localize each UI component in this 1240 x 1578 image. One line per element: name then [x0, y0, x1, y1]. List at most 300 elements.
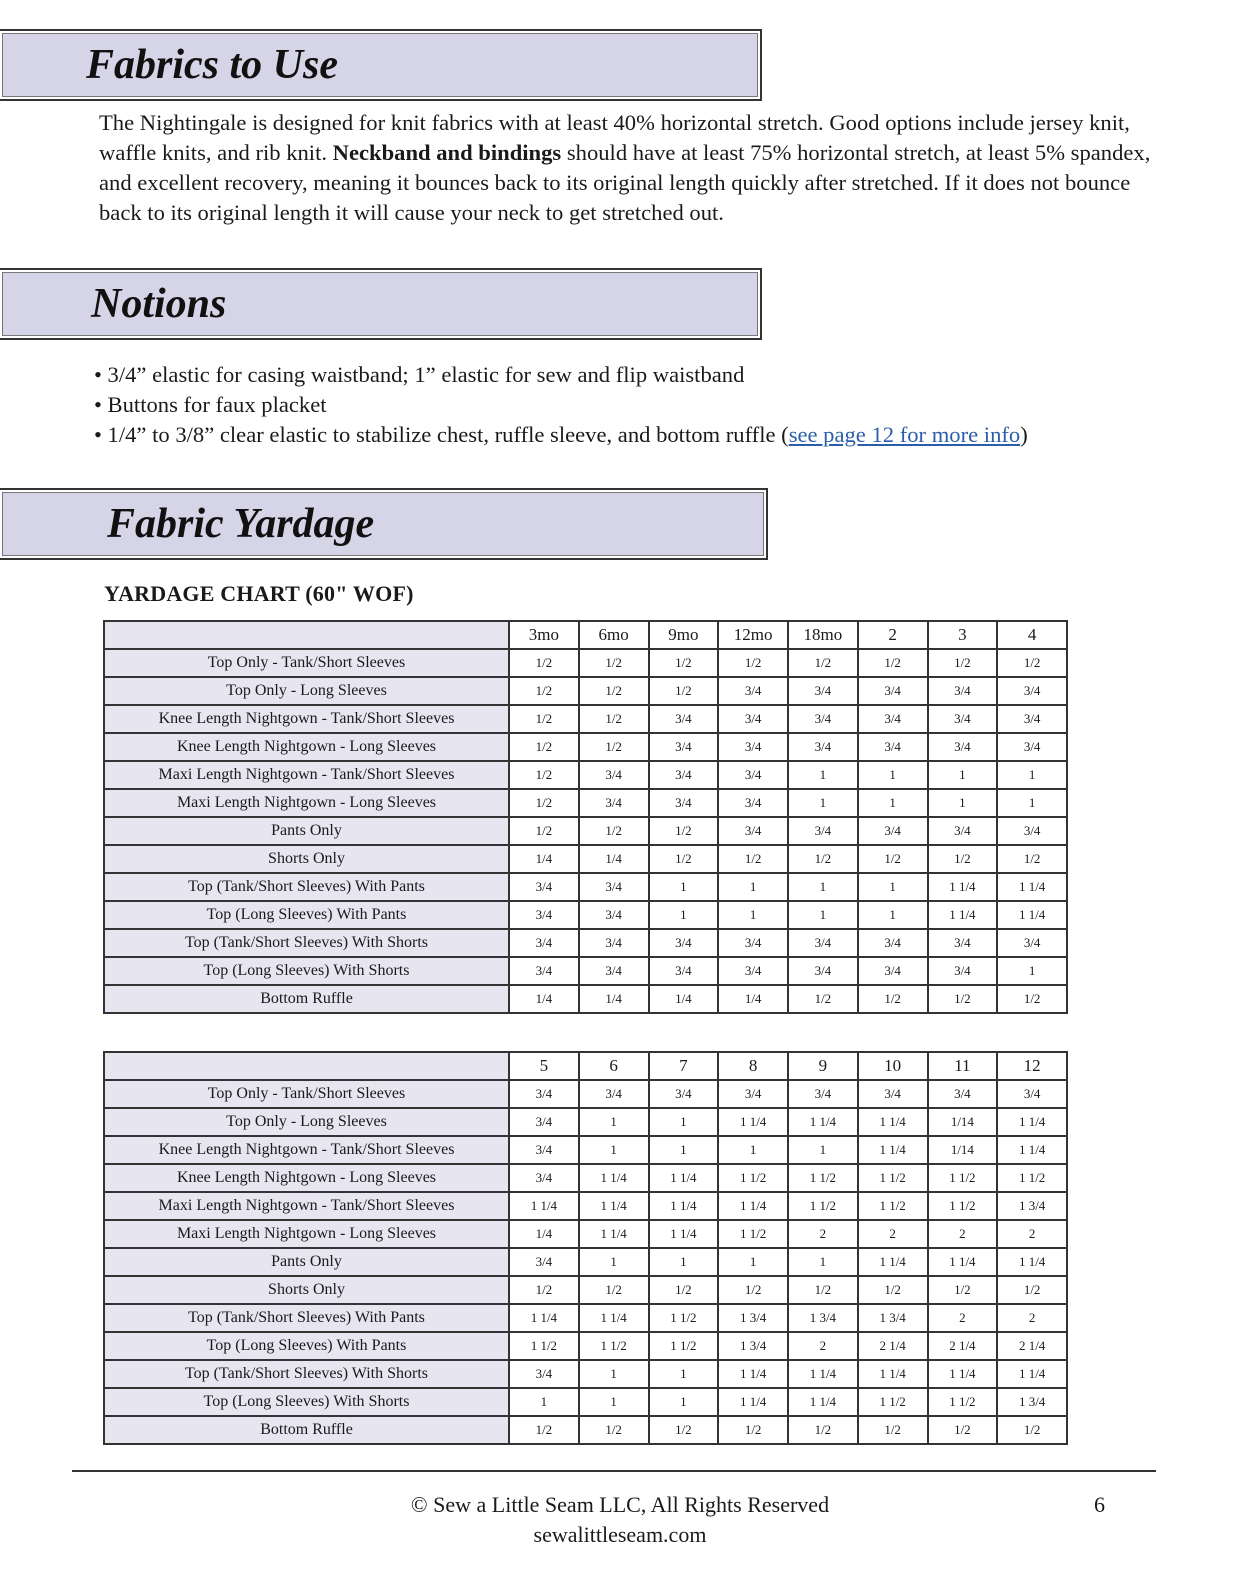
- yardage-value: 2 1/4: [928, 1332, 998, 1360]
- yardage-value: 3/4: [579, 957, 649, 985]
- yardage-value: 1 1/2: [858, 1164, 928, 1192]
- yardage-value: 1 1/4: [788, 1388, 858, 1416]
- yardage-value: 1: [788, 1248, 858, 1276]
- table-row: [104, 1220, 1067, 1248]
- yardage-value: 3/4: [509, 1080, 579, 1108]
- yardage-value: 1: [997, 957, 1067, 985]
- yardage-value: 1/2: [928, 1416, 998, 1444]
- yardage-value: 2 1/4: [858, 1332, 928, 1360]
- size-header: 6: [579, 1052, 649, 1080]
- yardage-value: 1 1/2: [788, 1192, 858, 1220]
- yardage-value: 3/4: [858, 817, 928, 845]
- garment-label: Top (Tank/Short Sleeves) With Pants: [104, 873, 509, 901]
- yardage-value: 1 1/4: [579, 1304, 649, 1332]
- yardage-value: 2: [788, 1220, 858, 1248]
- yardage-value: 3/4: [509, 1360, 579, 1388]
- yardage-value: 1 1/4: [509, 1192, 579, 1220]
- yardage-value: 1 1/4: [928, 901, 998, 929]
- notions-heading: Notions: [91, 281, 227, 327]
- yardage-value: 1/2: [788, 845, 858, 873]
- yardage-value: 3/4: [649, 957, 719, 985]
- yardage-value: 3/4: [928, 705, 998, 733]
- yardage-value: 1 1/2: [788, 1164, 858, 1192]
- yardage-value: 2: [858, 1220, 928, 1248]
- yardage-value: 2: [997, 1304, 1067, 1332]
- yardage-value: 1 1/2: [928, 1192, 998, 1220]
- yardage-value: 3/4: [997, 733, 1067, 761]
- yardage-value: 1 1/4: [858, 1108, 928, 1136]
- header-corner-cell: [104, 1052, 509, 1080]
- garment-label: Top (Long Sleeves) With Shorts: [104, 957, 509, 985]
- yardage-value: 1 1/2: [649, 1304, 719, 1332]
- table-row: [104, 817, 1067, 845]
- yardage-value: 3/4: [858, 957, 928, 985]
- yardage-value: 1/2: [788, 649, 858, 677]
- yardage-value: 1 1/4: [858, 1248, 928, 1276]
- yardage-value: 1: [579, 1136, 649, 1164]
- yardage-value: 3/4: [579, 1080, 649, 1108]
- yardage-value: 3/4: [509, 1136, 579, 1164]
- garment-label: Pants Only: [104, 817, 509, 845]
- yardage-value: 1 1/4: [928, 1360, 998, 1388]
- table-row: [104, 957, 1067, 985]
- yardage-value: 3/4: [788, 957, 858, 985]
- yardage-value: 1/2: [649, 845, 719, 873]
- garment-label: Top (Long Sleeves) With Pants: [104, 901, 509, 929]
- yardage-value: 3/4: [649, 761, 719, 789]
- yardage-value: 1/2: [509, 761, 579, 789]
- yardage-value: 3/4: [997, 1080, 1067, 1108]
- yardage-value: 3/4: [579, 873, 649, 901]
- yardage-value: 1 1/4: [718, 1388, 788, 1416]
- yardage-value: 3/4: [718, 817, 788, 845]
- yardage-value: 1: [649, 873, 719, 901]
- garment-label: Top Only - Tank/Short Sleeves: [104, 1080, 509, 1108]
- yardage-value: 1: [718, 901, 788, 929]
- garment-label: Knee Length Nightgown - Tank/Short Sleeves: [104, 1136, 509, 1164]
- yardage-value: 1 1/4: [997, 1108, 1067, 1136]
- yardage-value: 1/14: [928, 1136, 998, 1164]
- yardage-value: 1/2: [718, 845, 788, 873]
- yardage-value: 3/4: [509, 1108, 579, 1136]
- yardage-value: 3/4: [509, 873, 579, 901]
- notions-item: [94, 420, 1028, 450]
- garment-label: Top Only - Tank/Short Sleeves: [104, 649, 509, 677]
- yardage-value: 1/2: [509, 1416, 579, 1444]
- yardage-value: 1/2: [858, 1276, 928, 1304]
- yardage-value: 1 1/4: [649, 1220, 719, 1248]
- table-row: [104, 677, 1067, 705]
- yardage-value: 1/2: [858, 649, 928, 677]
- table-row: [104, 1080, 1067, 1108]
- yardage-value: 1 1/4: [928, 1248, 998, 1276]
- yardage-value: 1 3/4: [788, 1304, 858, 1332]
- yardage-value: 3/4: [858, 677, 928, 705]
- yardage-value: 1 3/4: [858, 1304, 928, 1332]
- size-header: 5: [509, 1052, 579, 1080]
- yardage-value: 1/2: [928, 649, 998, 677]
- yardage-value: 1/2: [858, 985, 928, 1013]
- yardage-value: 1/2: [649, 649, 719, 677]
- yardage-value: 1: [579, 1248, 649, 1276]
- yardage-value: 1/2: [718, 1416, 788, 1444]
- yardage-value: 1 1/4: [997, 1360, 1067, 1388]
- table-row: [104, 873, 1067, 901]
- yardage-value: 1: [718, 873, 788, 901]
- yardage-value: 1 1/4: [718, 1192, 788, 1220]
- size-header: 12mo: [718, 621, 788, 649]
- yardage-value: 1/2: [579, 817, 649, 845]
- yardage-value: 2: [997, 1220, 1067, 1248]
- yardage-value: 1/2: [928, 845, 998, 873]
- yardage-value: 1/2: [509, 789, 579, 817]
- size-header: 6mo: [579, 621, 649, 649]
- garment-label: Top (Tank/Short Sleeves) With Shorts: [104, 929, 509, 957]
- garment-label: Knee Length Nightgown - Tank/Short Sleeves: [104, 705, 509, 733]
- yardage-value: 1: [788, 1136, 858, 1164]
- yardage-value: 1: [649, 1108, 719, 1136]
- yardage-value: 3/4: [718, 733, 788, 761]
- table-row: [104, 1276, 1067, 1304]
- yardage-value: 3/4: [718, 677, 788, 705]
- garment-label: Maxi Length Nightgown - Long Sleeves: [104, 789, 509, 817]
- fabrics-banner: [0, 29, 762, 101]
- garment-label: Shorts Only: [104, 845, 509, 873]
- yardage-value: 1 1/4: [579, 1164, 649, 1192]
- yardage-value: 1/2: [579, 677, 649, 705]
- yardage-value: 1/2: [718, 1276, 788, 1304]
- yardage-value: 3/4: [788, 677, 858, 705]
- size-header: 11: [928, 1052, 998, 1080]
- yardage-value: 1 1/4: [509, 1304, 579, 1332]
- yardage-value: 1/2: [509, 649, 579, 677]
- yardage-value: 1 1/4: [788, 1108, 858, 1136]
- size-header: 18mo: [788, 621, 858, 649]
- yardage-value: 2: [788, 1332, 858, 1360]
- yardage-value: 3/4: [928, 677, 998, 705]
- size-header: 10: [858, 1052, 928, 1080]
- yardage-value: 1/2: [509, 817, 579, 845]
- size-header-row: [104, 1052, 1067, 1080]
- yardage-value: 1: [788, 901, 858, 929]
- yardage-value: 1/2: [928, 1276, 998, 1304]
- yardage-value: 1: [788, 789, 858, 817]
- size-header: 7: [649, 1052, 719, 1080]
- yardage-value: 1: [579, 1388, 649, 1416]
- yardage-value: 1/2: [509, 677, 579, 705]
- yardage-value: 1 1/4: [579, 1220, 649, 1248]
- yardage-value: 1 1/2: [649, 1332, 719, 1360]
- table-row: [104, 1248, 1067, 1276]
- yardage-value: 1 1/2: [858, 1388, 928, 1416]
- table-row: [104, 929, 1067, 957]
- table-row: [104, 1332, 1067, 1360]
- yardage-value: 1: [509, 1388, 579, 1416]
- yardage-value: 1/4: [509, 1220, 579, 1248]
- table-row: [104, 1108, 1067, 1136]
- garment-label: Pants Only: [104, 1248, 509, 1276]
- yardage-value: 3/4: [718, 1080, 788, 1108]
- yardage-value: 1 1/4: [649, 1164, 719, 1192]
- yardage-value: 1/2: [997, 1416, 1067, 1444]
- yardage-value: 1 3/4: [997, 1388, 1067, 1416]
- table-row: [104, 845, 1067, 873]
- table-row: [104, 1136, 1067, 1164]
- yardage-value: 1/2: [509, 733, 579, 761]
- yardage-value: 1 1/2: [858, 1192, 928, 1220]
- yardage-value: 1/2: [997, 649, 1067, 677]
- table-row: [104, 985, 1067, 1013]
- yardage-value: 3/4: [579, 929, 649, 957]
- yardage-value: 1/2: [579, 649, 649, 677]
- notions-item-text: • 1/4” to 3/8” clear elastic to stabilize chest, ruffle sleeve, and bottom ruffle (: [94, 422, 789, 447]
- yardage-value: 1 1/4: [997, 901, 1067, 929]
- yardage-value: 3/4: [858, 929, 928, 957]
- yardage-value: 2: [928, 1304, 998, 1332]
- yardage-value: 3/4: [928, 957, 998, 985]
- yardage-value: 3/4: [788, 929, 858, 957]
- yardage-value: 1 3/4: [718, 1304, 788, 1332]
- yardage-value: 1 1/2: [718, 1220, 788, 1248]
- size-header: 12: [997, 1052, 1067, 1080]
- garment-label: Knee Length Nightgown - Long Sleeves: [104, 1164, 509, 1192]
- yardage-value: 1/2: [579, 1416, 649, 1444]
- yardage-value: 3/4: [788, 1080, 858, 1108]
- yardage-heading: Fabric Yardage: [107, 501, 375, 547]
- yardage-value: 3/4: [718, 761, 788, 789]
- yardage-value: 2 1/4: [997, 1332, 1067, 1360]
- fabrics-text-bold: Neckband and bindings: [332, 140, 562, 165]
- yardage-value: 3/4: [649, 789, 719, 817]
- yardage-value: 1/2: [649, 817, 719, 845]
- fabrics-heading: Fabrics to Use: [86, 42, 338, 88]
- yardage-value: 1: [858, 873, 928, 901]
- yardage-value: 1: [579, 1108, 649, 1136]
- yardage-value: 1 1/4: [649, 1192, 719, 1220]
- notions-item-text-end: ): [1020, 422, 1028, 447]
- fabrics-paragraph: [99, 108, 1169, 228]
- yardage-value: 1: [928, 789, 998, 817]
- yardage-value: 3/4: [509, 929, 579, 957]
- yardage-value: 1/2: [788, 1276, 858, 1304]
- footer-website: sewalittleseam.com: [533, 1522, 707, 1547]
- yardage-value: 3/4: [718, 957, 788, 985]
- yardage-value: 1/2: [509, 705, 579, 733]
- yardage-value: 1 3/4: [997, 1192, 1067, 1220]
- yardage-value: 1/4: [649, 985, 719, 1013]
- yardage-value: 1: [858, 901, 928, 929]
- garment-label: Maxi Length Nightgown - Tank/Short Sleeves: [104, 761, 509, 789]
- yardage-value: 1/2: [718, 649, 788, 677]
- size-header: 3mo: [509, 621, 579, 649]
- yardage-value: 1/4: [718, 985, 788, 1013]
- table-row: [104, 649, 1067, 677]
- yardage-value: 1/2: [858, 845, 928, 873]
- garment-label: Top Only - Long Sleeves: [104, 1108, 509, 1136]
- table-row: [104, 1416, 1067, 1444]
- yardage-value: 1: [997, 761, 1067, 789]
- yardage-value: 3/4: [509, 1248, 579, 1276]
- yardage-value: 3/4: [997, 705, 1067, 733]
- yardage-value: 1 3/4: [718, 1332, 788, 1360]
- table-row: [104, 761, 1067, 789]
- yardage-value: 1 1/4: [928, 873, 998, 901]
- size-header: 9mo: [649, 621, 719, 649]
- yardage-value: 3/4: [928, 1080, 998, 1108]
- table-row: [104, 1192, 1067, 1220]
- yardage-value: 1 1/2: [718, 1164, 788, 1192]
- yardage-value: 3/4: [649, 929, 719, 957]
- yardage-value: 3/4: [509, 1164, 579, 1192]
- yardage-value: 3/4: [649, 1080, 719, 1108]
- yardage-value: 1/4: [509, 985, 579, 1013]
- yardage-table-large-sizes: [103, 1051, 1068, 1445]
- size-header: 2: [858, 621, 928, 649]
- yardage-value: 3/4: [649, 733, 719, 761]
- yardage-value: 3/4: [649, 705, 719, 733]
- yardage-value: 1: [579, 1360, 649, 1388]
- fabrics-text-part2: should have at least 75% horizontal stretch, at least 5% spandex, and excellent recovery, meaning it bounces back to its original length quickly after stretched. If it does not bounce back to its original length it will cause your neck to get stretched out.: [99, 140, 1151, 225]
- garment-label: Top Only - Long Sleeves: [104, 677, 509, 705]
- yardage-value: 3/4: [788, 733, 858, 761]
- yardage-value: 1 1/2: [509, 1332, 579, 1360]
- yardage-value: 1 1/2: [928, 1388, 998, 1416]
- yardage-value: 1/2: [579, 733, 649, 761]
- yardage-value: 3/4: [928, 733, 998, 761]
- yardage-value: 1/2: [997, 1276, 1067, 1304]
- see-page-12-link[interactable]: see page 12 for more info: [788, 422, 1021, 447]
- yardage-value: 1: [788, 761, 858, 789]
- garment-label: Bottom Ruffle: [104, 985, 509, 1013]
- garment-label: Top (Long Sleeves) With Pants: [104, 1332, 509, 1360]
- size-header: 3: [928, 621, 998, 649]
- garment-label: Top (Long Sleeves) With Shorts: [104, 1388, 509, 1416]
- yardage-value: 3/4: [997, 677, 1067, 705]
- garment-label: Maxi Length Nightgown - Long Sleeves: [104, 1220, 509, 1248]
- yardage-value: 1/2: [649, 677, 719, 705]
- garment-label: Top (Tank/Short Sleeves) With Shorts: [104, 1360, 509, 1388]
- yardage-value: 1/2: [509, 1276, 579, 1304]
- size-header: 8: [718, 1052, 788, 1080]
- yardage-table-small-sizes: [103, 620, 1068, 1014]
- size-header: 4: [997, 621, 1067, 649]
- yardage-value: 3/4: [858, 1080, 928, 1108]
- yardage-value: 1: [718, 1136, 788, 1164]
- yardage-value: 1 1/2: [997, 1164, 1067, 1192]
- yardage-value: 2: [928, 1220, 998, 1248]
- yardage-value: 1: [997, 789, 1067, 817]
- yardage-value: 3/4: [788, 817, 858, 845]
- yardage-value: 3/4: [718, 789, 788, 817]
- size-header-row: [104, 621, 1067, 649]
- notions-item: • 3/4” elastic for casing waistband; 1” elastic for sew and flip waistband: [94, 362, 745, 387]
- yardage-value: 3/4: [997, 817, 1067, 845]
- yardage-value: 3/4: [579, 901, 649, 929]
- yardage-value: 1: [788, 873, 858, 901]
- yardage-value: 1: [649, 901, 719, 929]
- page-number: 6: [1094, 1492, 1105, 1517]
- yardage-value: 1 1/4: [997, 1248, 1067, 1276]
- garment-label: Top (Tank/Short Sleeves) With Pants: [104, 1304, 509, 1332]
- yardage-value: 1/4: [579, 985, 649, 1013]
- table-row: [104, 1360, 1067, 1388]
- yardage-value: 3/4: [509, 901, 579, 929]
- table-row: [104, 1164, 1067, 1192]
- footer-copyright: © Sew a Little Seam LLC, All Rights Reserved: [410, 1492, 830, 1517]
- table-row: [104, 901, 1067, 929]
- yardage-value: 1/2: [579, 705, 649, 733]
- yardage-value: 1 1/2: [579, 1332, 649, 1360]
- yardage-value: 1: [649, 1388, 719, 1416]
- yardage-value: 1: [858, 789, 928, 817]
- table-row: [104, 789, 1067, 817]
- footer-divider: [72, 1470, 1156, 1472]
- yardage-value: 1/4: [579, 845, 649, 873]
- yardage-value: 1/2: [649, 1276, 719, 1304]
- yardage-value: 1 1/4: [718, 1108, 788, 1136]
- garment-label: Shorts Only: [104, 1276, 509, 1304]
- yardage-value: 3/4: [928, 817, 998, 845]
- fabrics-text-part1: The Nightingale is designed for knit fabrics with at least 40% horizontal stretch. Good options include jersey knit, waffle knits, and rib knit.: [99, 110, 1130, 165]
- notions-item: • Buttons for faux placket: [94, 392, 327, 417]
- yardage-value: 1: [649, 1360, 719, 1388]
- yardage-value: 3/4: [718, 705, 788, 733]
- table-row: [104, 705, 1067, 733]
- table-row: [104, 1388, 1067, 1416]
- yardage-value: 3/4: [997, 929, 1067, 957]
- header-corner-cell: [104, 621, 509, 649]
- yardage-value: 3/4: [579, 789, 649, 817]
- yardage-value: 1/2: [788, 1416, 858, 1444]
- notions-list: [94, 360, 1028, 450]
- yardage-value: 3/4: [928, 929, 998, 957]
- yardage-value: 1 1/4: [858, 1136, 928, 1164]
- yardage-value: 3/4: [788, 705, 858, 733]
- yardage-value: 1: [858, 761, 928, 789]
- yardage-value: 1 1/2: [928, 1164, 998, 1192]
- yardage-value: 1 1/4: [997, 873, 1067, 901]
- yardage-value: 1 1/4: [997, 1136, 1067, 1164]
- yardage-value: 1 1/4: [858, 1360, 928, 1388]
- yardage-value: 1/2: [997, 985, 1067, 1013]
- yardage-value: 1/2: [858, 1416, 928, 1444]
- yardage-value: 1/2: [649, 1416, 719, 1444]
- yardage-value: 1/2: [928, 985, 998, 1013]
- yardage-value: 1 1/4: [579, 1192, 649, 1220]
- yardage-value: 1/14: [928, 1108, 998, 1136]
- yardage-value: 3/4: [858, 733, 928, 761]
- yardage-value: 1/2: [579, 1276, 649, 1304]
- yardage-value: 1: [649, 1248, 719, 1276]
- table-row: [104, 1304, 1067, 1332]
- yardage-value: 1/2: [997, 845, 1067, 873]
- yardage-value: 1: [928, 761, 998, 789]
- yardage-chart-title: YARDAGE CHART (60" WOF): [104, 581, 414, 606]
- yardage-value: 1/2: [788, 985, 858, 1013]
- yardage-value: 1 1/4: [718, 1360, 788, 1388]
- yardage-value: 3/4: [579, 761, 649, 789]
- garment-label: Knee Length Nightgown - Long Sleeves: [104, 733, 509, 761]
- yardage-value: 3/4: [718, 929, 788, 957]
- yardage-value: 1: [718, 1248, 788, 1276]
- yardage-value: 3/4: [509, 957, 579, 985]
- yardage-banner: [0, 488, 768, 560]
- notions-banner: [0, 268, 762, 340]
- yardage-value: 1 1/4: [788, 1360, 858, 1388]
- yardage-value: 1: [649, 1136, 719, 1164]
- table-row: [104, 733, 1067, 761]
- yardage-value: 3/4: [858, 705, 928, 733]
